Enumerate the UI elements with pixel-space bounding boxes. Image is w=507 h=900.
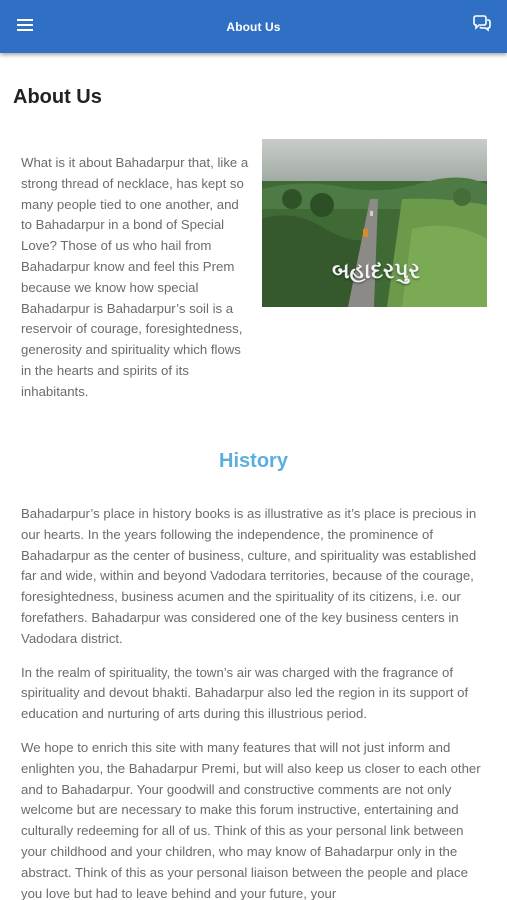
hamburger-menu-icon xyxy=(17,18,33,36)
image-caption: બહાદરપુર xyxy=(332,259,421,284)
chat-button[interactable] xyxy=(469,13,495,39)
history-paragraph: Bahadarpur’s place in history books is as illustrative as it’s place is precious in our hearts. In the years following the independence, the prominence of Bahadarpur as the center of business, culture, and spirituality was established far and wide, within and beyond Vadodara territories, because of the courage, foresightedness, business acumen and the spirituality of its citizens, i.e. our forefathers. Bahadarpur was considered one of the key business centers in Vadodara district. xyxy=(21,506,477,646)
village-aerial-image xyxy=(262,139,487,307)
chat-bubbles-icon xyxy=(472,15,492,38)
history-paragraph: In the realm of spirituality, the town’s air was charged with the fragrance of spirituality and devout bhakti. Bahadarpur also led the region in its support of education and nurturing of arts during this illustrious period. xyxy=(21,664,469,722)
app-bar-title: About Us xyxy=(226,19,281,34)
page-title: About Us xyxy=(13,86,102,108)
history-heading: History xyxy=(219,450,288,472)
history-paragraph: We hope to enrich this site with many features that will not just inform and enlighten you, the Bahadarpur Premi, but will also keep us closer to each other and to Bahadarpur. Your goodwill and constructive comments are not only welcome but are necessary to make this forum instructive, entertaining and culturally redeeming for all of us. Think of this as your personal link between your childhood and your children, who may know of Bahadarpur only in the abstract. Think of this as your personal liaison between the people and place you love but had to leave behind and your future, your xyxy=(21,739,481,900)
menu-button[interactable] xyxy=(12,14,38,40)
app-bar xyxy=(0,0,507,53)
history-section xyxy=(21,504,487,900)
intro-paragraph: What is it about Bahadarpur that, like a strong thread of necklace, has kept so many people tied to one another, and to Bahadarpur in a bond of Special Love? Those of us who hail from Bahadarpur know and feel this Prem because we know how special Bahadarpur is Bahadarpur’s soil is a reservoir of courage, foresightedness, generosity and spirituality which flows in the hearts and spirits of its inhabitants. xyxy=(21,155,249,399)
